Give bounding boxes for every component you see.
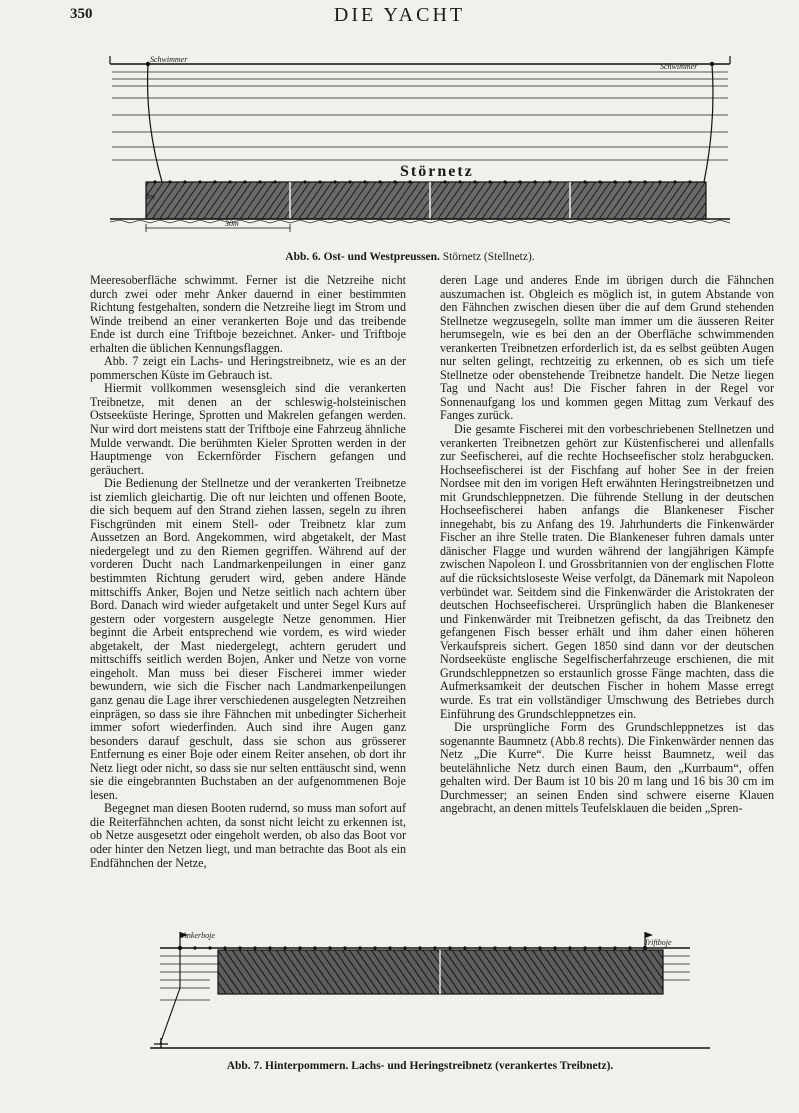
right-paragraph: deren Lage und anderes Ende im übrigen durch die Fähnchen auszumachen ist. Obgleich es möglich ist, in gutem Abstande von den Fähnchen zwischen diesen über die auf dem Grund stehenden Stellnetze wegzusegeln, sollte man immer um die äusseren Reiter herumsegeln, wie es bei den an der Oberfläche schwimmenden verankerten Treibnetzen erforderlich ist, da es selbst geübten Augen nur selten gelingt, rechtzeitig zu erkennen, ob es sich um tiefe Stellnetze oder obenstehende Treibnetze handelt. Die Netze liegen Tag und Nacht aus! Die Fischer fahren in der Regel vor Sonnenaufgang los und kommen gegen Mittag zum Verkauf des Fanges zurück. <box>440 273 774 423</box>
figure-6-caption <box>200 251 620 263</box>
running-head: DIE YACHT <box>333 4 466 26</box>
fig6-right-float-label: Schwimmer <box>660 62 698 71</box>
fig7-anchor-buoy-label: Ankerboje <box>182 931 215 940</box>
left-column <box>90 274 406 870</box>
left-paragraph: Die Bedienung der Stellnetze und der verankerten Treibnetze ist ziemlich gleichartig. Die oft nur leichten und offenen Boote, die sich bequem auf den Strand ziehen lassen, segeln zu ihren Fischgründen mit einem Stell- oder Treibnetz klar zum Aussetzen an Bord. Angekommen, wird abgetakelt, der Mast niedergelegt und zu den Riemen gegriffen. Während auf der vorderen Ducht nach Landmarkenpeilungen in einer ganz bestimmten Richtung gerudert wird, geben andere Hände mittschiffs Anker, Bojen und Netze seitlich nach achtern über Bord. Danach wird wieder aufgetakelt und unter Segel Kurs auf gestern oder vorgestern ausgelegte Netze genommen. Hier beginnt die Arbeit entsprechend wie vordem, es wird wieder abgetakelt, der Mast niedergelegt, achtern gerudert und mittschiffs seitlich werden Bojen, Anker und Netze von vorne eingeholt. Man muss bei dieser Fischerei immer wieder bewundern, wie sich die Fischer nach Landmarkenpeilungen ganz genau die Lage ihrer verschiedenen ausgelegten Netzreihen einprägen, so dass sie ihre Fähnchen mit unbedingter Sicherheit immer sofort wiederfinden. Auch sind ihre Augen ganz besonders darauf geschult, dass sie schon aus grösserer Entfernung es einer Boje oder einem Reiter ansehen, ob dort ihr Netz liegt oder nicht, so dass sie nur selten enttäuscht sind, wenn sie die eingebrannten Buchstaben an der aufgenommenen Boje lesen. <box>90 476 406 802</box>
fig7-caption-text: Hinterpommern. Lachs- und Heringstreibnetz (verankertes Treibnetz). <box>265 1060 614 1072</box>
fig7-drift-buoy-label: Triftboje <box>644 938 672 947</box>
fig6-net-title: Störnetz <box>400 163 474 180</box>
right-paragraph: Die ursprüngliche Form des Grundschleppnetzes ist das sogenannte Baumnetz (Abb.8 rechts). Die Finkenwärder nennen das Netz „Die Kurre“. Die Kurre heisst Baumnetz, weil das beutelähnliche Netz durch einen Baum, den „Kurrbaum“, offen gehalten wird. Der Baum ist 10 bis 20 m lang und 16 bis 30 cm im Durchmesser; an seinen Enden sind schwere eiserne Klauen angebracht, an denen mittels Teufelsklauen die beiden „Spren- <box>440 720 774 816</box>
page-number: 350 <box>70 6 93 22</box>
fig7-caption-num: Abb. 7. <box>226 1060 263 1072</box>
fig6-caption-num: Abb. 6. <box>285 251 321 263</box>
left-paragraph: Abb. 7 zeigt ein Lachs- und Heringstreibnetz, wie es an der pommerschen Küste im Gebrauch ist. <box>90 354 406 382</box>
figure-6-diagram <box>100 52 740 240</box>
right-paragraph: Die gesamte Fischerei mit den vorbeschriebenen Stellnetzen und verankerten Treibnetzen gehört zur Küstenfischerei und allenfalls zur Seefischerei, auf die rechte Hochseefischer stolz herabgucken. Hochseefischerei ist der Fischfang auf hoher See in der freien Nordsee mit den im vorigen Heft erwähnten Heringstreibnetzen und mit Grundschleppnetzen. Die führende Stellung in der deutschen Hochseefischerei haben anfangs die Blankeneser Fischer innegehabt, bis zu Anfang des 19. Jahrhunderts die Finkenwärder Fischer an ihre Stelle traten. Die Blankeneser fuhren damals unter dänischer Flagge und wurden während der langjährigen Kämpfe zwischen Napoleon I. und Grossbritannien von der englischen Flotte auf die rücksichtsloseste Weise verfolgt, da Dänemark mit Napoleon verbündet war. Seitdem sind die Finkenwärder die Aristokraten der deutschen Hochseefischerei. Ursprünglich haben die Blankeneser und Finkenwärder mit Treibnetzen gefischt, da das Treibnetz den gefangenen Fisch besser erhält und ihm daher einen höheren Verkaufspreis sichert. Gegen 1850 sind dann vor der deutschen Nordseeküste englische Segelfischerfahrzeuge erschienen, die mit Grundschleppnetzen so erstaunlich grosse Fänge machten, dass die Aufmerksamkeit der deutschen Fischer in hohem Masse erregt wurde. Es trat ein vollständiger Umschwung des Betriebes durch Einführung des Grundschleppnetzes ein. <box>440 422 774 721</box>
right-column <box>440 274 774 816</box>
fig6-length-label: 30m <box>225 219 239 228</box>
figure-7-caption <box>180 1060 660 1072</box>
fig6-caption-region: Ost- und Westpreussen. <box>323 251 440 263</box>
fig6-depth-label: 8m <box>145 192 155 201</box>
fig6-left-float-label: Schwimmer <box>150 55 188 64</box>
figure-7-diagram <box>150 928 710 1056</box>
left-paragraph: Hiermit vollkommen wesensgleich sind die verankerten Treibnetze, mit denen an der schleswig-holsteinischen Ostseeküste Heringe, Sprotten und Makrelen gefangen werden. Nur wird dort meistens statt der Triftboje eine Fahrzeug ähnliche Mulde verwandt. Die berühmten Kieler Sprotten werden in der Hauptmenge von Eckernförder Fischern gefangen und geräuchert. <box>90 381 406 477</box>
fig6-caption-rest: Störnetz (Stellnetz). <box>442 251 535 263</box>
left-paragraph: Begegnet man diesen Booten rudernd, so muss man sofort auf die Reiterfähnchen achten, da sonst nicht leicht zu erkennen ist, ob Netze ausgesetzt oder eingeholt werden, ob also das Boot vor oder hinter den Netzen liegt, und man betrachte das Boot als ein Endfähnchen der Netze, <box>90 801 406 870</box>
left-paragraph: Meeresoberfläche schwimmt. Ferner ist die Netzreihe nicht durch zwei oder mehr Anker dauernd in einer bestimmten Richtung festgehalten, sondern die Netzreihe liegt im Strom und Winde treibend an einer verankerten Boje und das treibende Ende ist durch eine Triftboje bezeichnet. Anker- und Triftboje erhalten die üblichen Kennungsflaggen. <box>90 273 406 355</box>
